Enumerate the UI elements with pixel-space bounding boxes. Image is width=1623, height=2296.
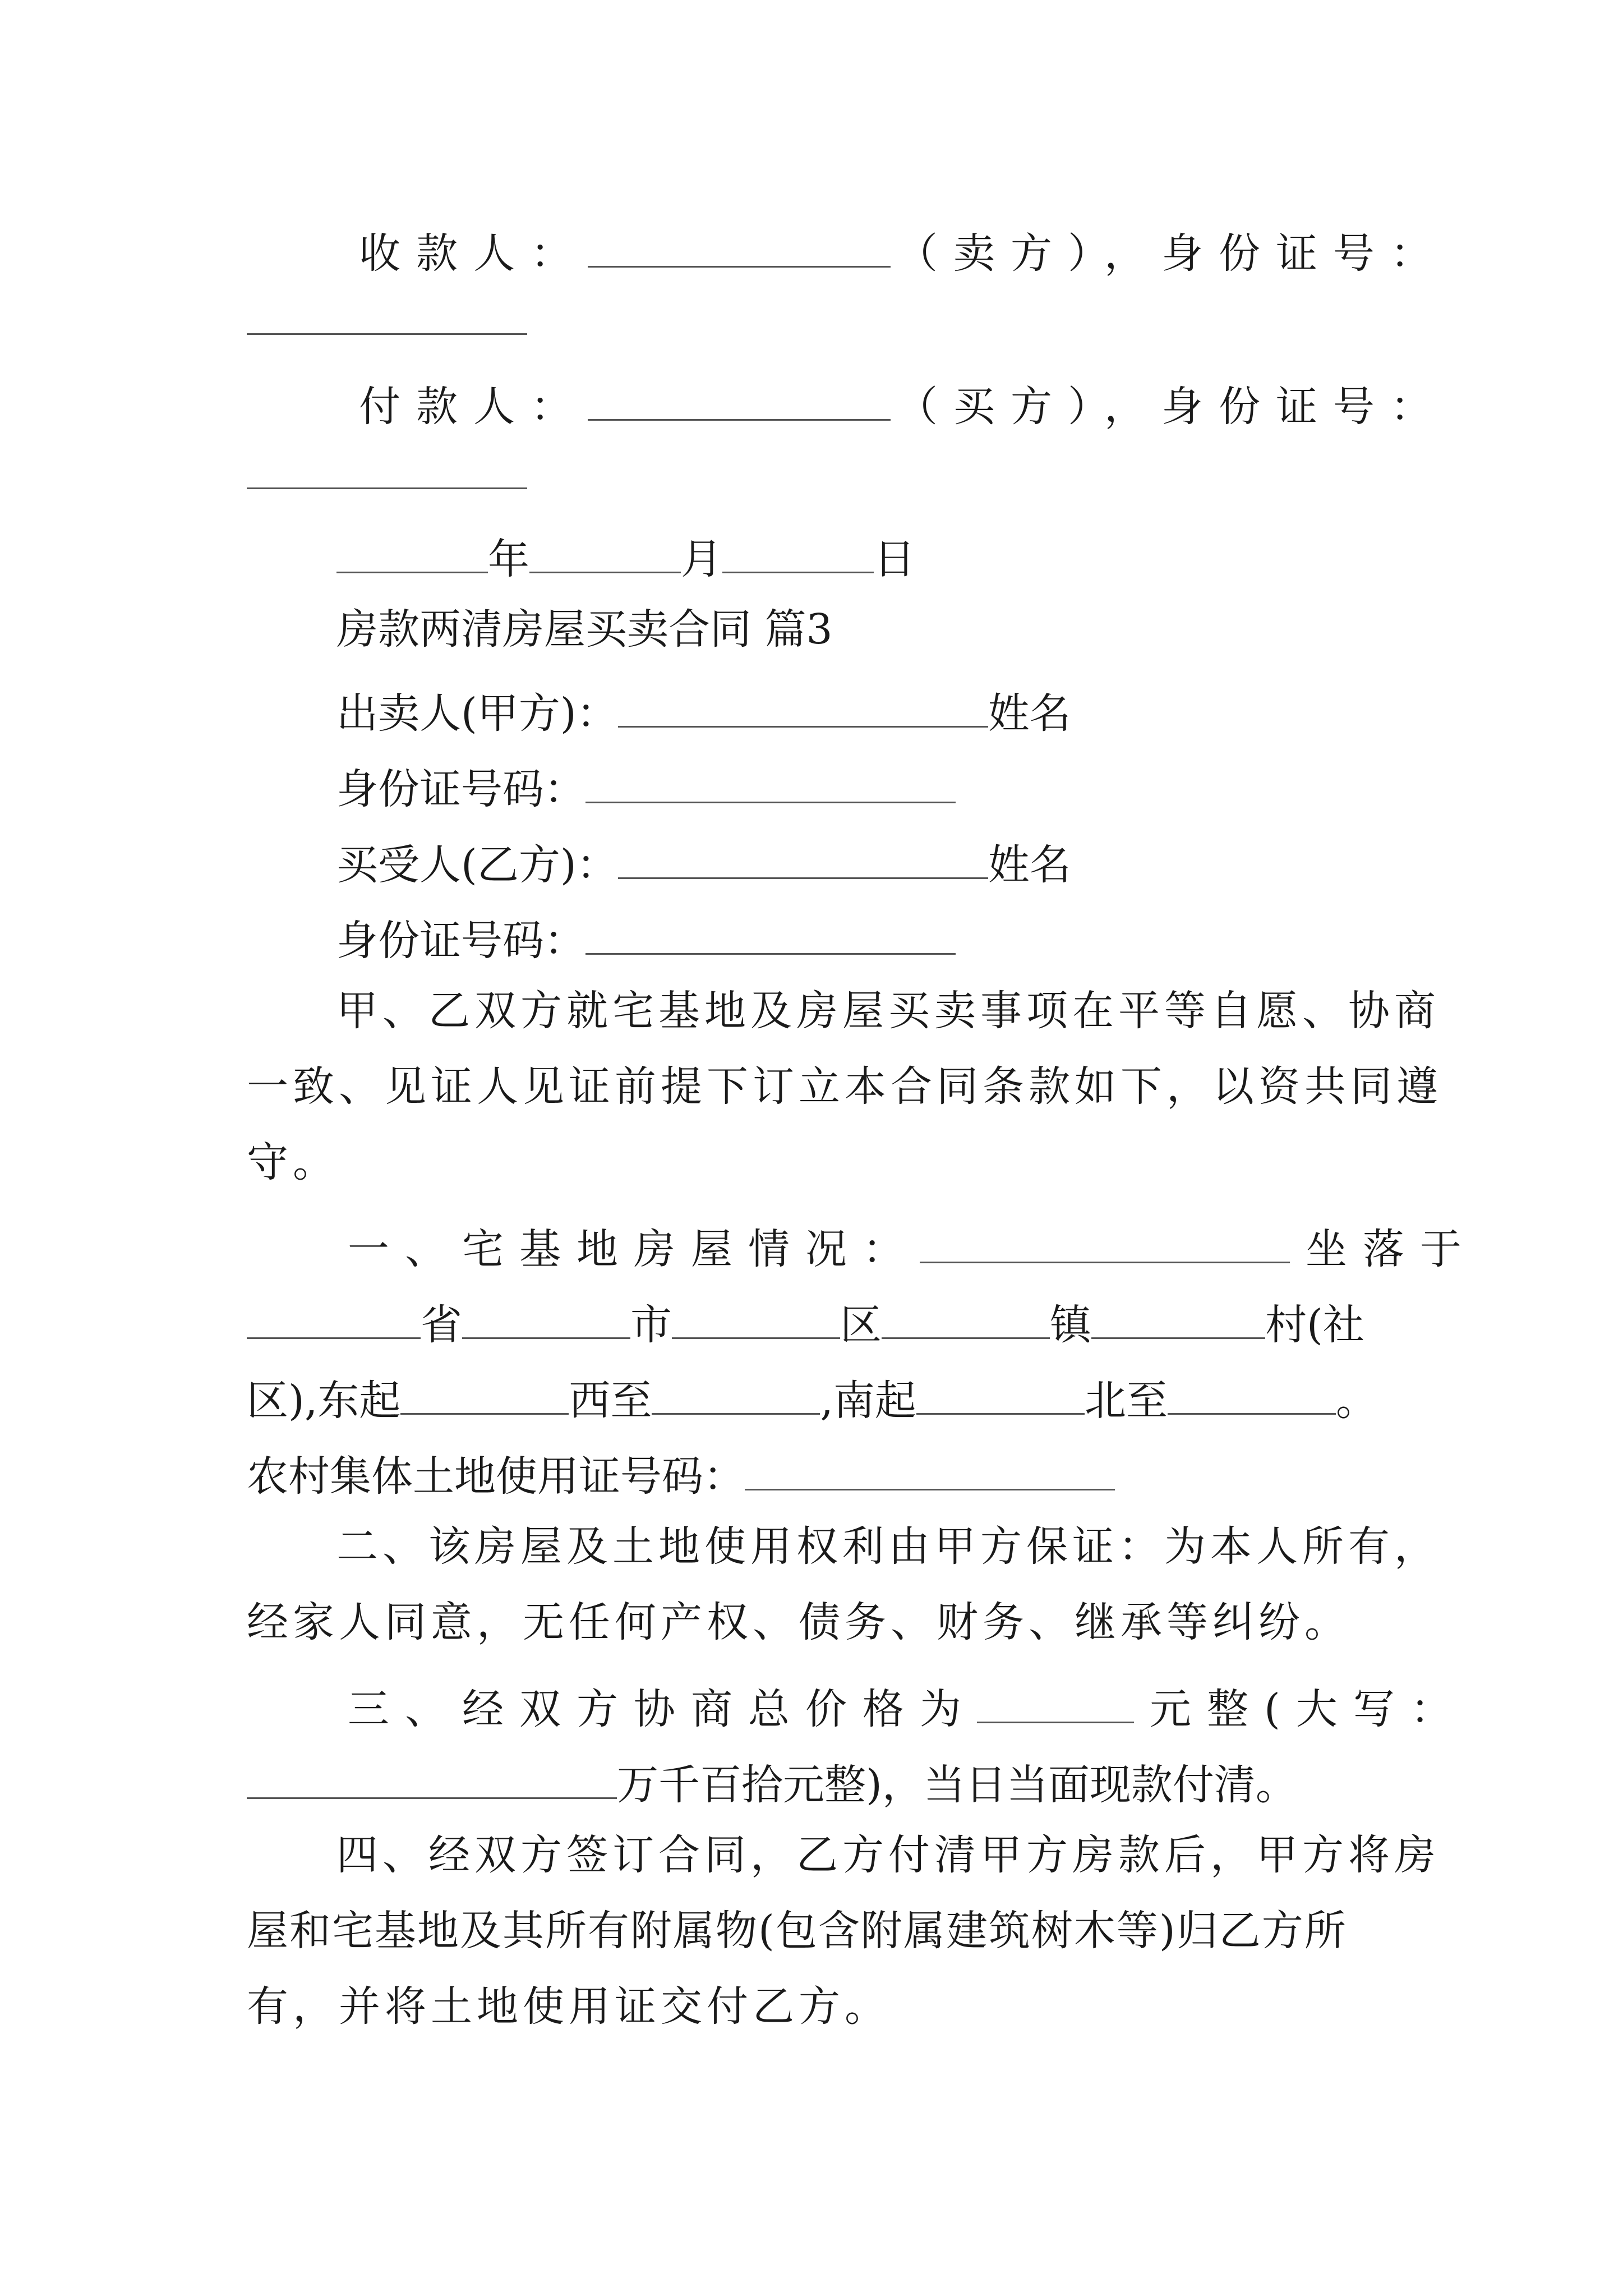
clause1-line-3 <box>247 1372 1377 1425</box>
payee-role: （卖方），身份证号： <box>896 229 1447 278</box>
buyer-line <box>336 836 1071 889</box>
day-label: 日 <box>874 535 915 583</box>
heading: 房款两清房屋买卖合同 篇3 <box>336 605 833 654</box>
price-blank[interactable] <box>977 1680 1134 1723</box>
north-blank[interactable] <box>1168 1372 1336 1415</box>
intro-line-2: 一致、见证人见证前提下订立本合同条款如下，以资共同遵 <box>247 1062 1442 1111</box>
payer-label: 付款人： <box>359 383 588 431</box>
payer-line <box>359 378 1447 431</box>
payee-name-blank[interactable] <box>588 224 891 268</box>
location-blank[interactable] <box>920 1220 1290 1263</box>
payer-id-blank[interactable] <box>247 446 527 489</box>
clause4-line-3: 有，并将土地使用证交付乙方。 <box>247 1982 891 2031</box>
town-blank[interactable] <box>882 1296 1050 1339</box>
day-blank[interactable] <box>722 530 874 573</box>
clause3-b: 元整(大写： <box>1150 1685 1468 1733</box>
clause1-line-2 <box>247 1296 1364 1349</box>
seller-id-blank[interactable] <box>585 760 956 803</box>
period: 。 <box>1335 1377 1377 1425</box>
clause1-located: 坐落于 <box>1306 1225 1477 1273</box>
payer-id-row <box>247 446 527 496</box>
buyer-name-blank[interactable] <box>618 836 988 879</box>
town-label: 镇 <box>1050 1301 1091 1349</box>
payee-id-row <box>247 292 527 342</box>
seller-id-line <box>336 760 956 813</box>
seller-label: 出卖人(甲方)： <box>336 689 618 738</box>
month-blank[interactable] <box>529 530 681 573</box>
clause1-line-1 <box>348 1220 1477 1273</box>
west-blank[interactable] <box>652 1372 820 1415</box>
clause2-line-1: 二、该房屋及土地使用权利由甲方保证：为本人所有， <box>336 1522 1440 1571</box>
clause3-line-2 <box>247 1756 1297 1809</box>
south-blank[interactable] <box>916 1372 1085 1415</box>
community-label: 区),东起 <box>247 1377 401 1425</box>
payee-line <box>359 224 1447 278</box>
buyer-id-blank[interactable] <box>585 912 956 955</box>
intro-line-1: 甲、乙双方就宅基地及房屋买卖事项在平等自愿、协商 <box>336 987 1440 1035</box>
payer-name-blank[interactable] <box>588 378 891 421</box>
east-blank[interactable] <box>400 1372 569 1415</box>
clause1-line-4 <box>247 1447 1115 1501</box>
month-label: 月 <box>681 535 722 583</box>
clause4-line-1: 四、经双方签订合同，乙方付清甲方房款后，甲方将房 <box>336 1831 1440 1879</box>
cert-label: 农村集体土地使用证号码： <box>247 1452 745 1501</box>
seller-line <box>336 684 1071 738</box>
seller-id-label: 身份证号码： <box>336 765 585 813</box>
seller-name-blank[interactable] <box>618 684 988 728</box>
payee-id-blank[interactable] <box>247 292 527 335</box>
payee-label: 收款人： <box>359 229 588 278</box>
clause1-label: 一、宅基地房屋情况： <box>348 1225 920 1273</box>
year-blank[interactable] <box>336 530 488 573</box>
buyer-id-label: 身份证号码： <box>336 917 585 965</box>
intro-line-3: 守。 <box>247 1138 339 1186</box>
village-label: 村(社 <box>1265 1301 1364 1349</box>
city-blank[interactable] <box>462 1296 630 1339</box>
clause2-line-2: 经家人同意，无任何产权、债务、财务、继承等纠纷。 <box>247 1598 1350 1646</box>
clause3-c: 万千百拾元整)，当日当面现款付清。 <box>617 1761 1297 1809</box>
buyer-id-line <box>336 912 956 965</box>
south-label: ,南起 <box>820 1377 916 1425</box>
clause3-a: 三、经双方协商总价格为 <box>348 1685 977 1733</box>
payer-role: （买方），身份证号： <box>896 383 1447 431</box>
date-line <box>336 530 915 583</box>
village-blank[interactable] <box>1091 1296 1265 1339</box>
clause4-line-2: 屋和宅基地及其所有附属物(包含附属建筑树木等)归乙方所 <box>247 1907 1347 1955</box>
buyer-suffix: 姓名 <box>988 841 1071 889</box>
west-label: 西至 <box>569 1377 652 1425</box>
seller-suffix: 姓名 <box>988 689 1071 738</box>
year-label: 年 <box>488 535 529 583</box>
price-uppercase-blank[interactable] <box>247 1756 617 1799</box>
district-blank[interactable] <box>672 1296 840 1339</box>
province-blank[interactable] <box>247 1296 421 1339</box>
clause3-line-1 <box>348 1680 1468 1733</box>
district-label: 区 <box>840 1301 882 1349</box>
city-label: 市 <box>630 1301 672 1349</box>
north-label: 北至 <box>1084 1377 1168 1425</box>
buyer-label: 买受人(乙方)： <box>336 841 618 889</box>
cert-blank[interactable] <box>745 1447 1115 1490</box>
province-label: 省 <box>421 1301 462 1349</box>
